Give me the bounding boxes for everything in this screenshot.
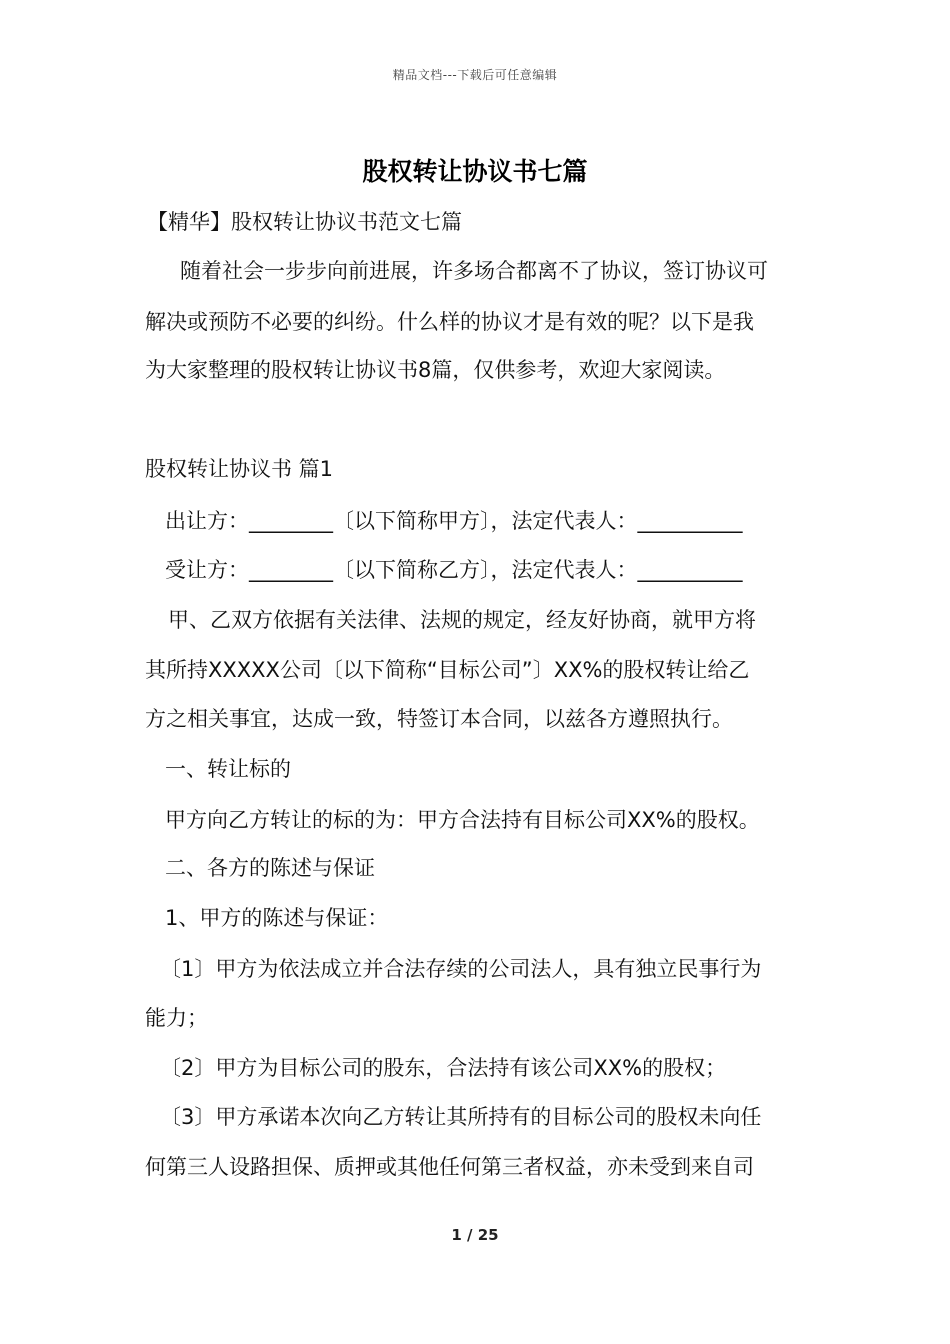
paragraph-line: 为大家整理的股权转让协议书8篇，仅供参考，欢迎大家阅读。 <box>145 358 726 382</box>
paragraph-line: 〔2〕甲方为目标公司的股东，合法持有该公司XX%的股权； <box>160 1056 727 1080</box>
paragraph-line: 〔1〕甲方为依法成立并合法存续的公司法人，具有独立民事行为 <box>160 957 762 981</box>
paragraph-line: 甲、乙双方依据有关法律、法规的规定，经友好协商，就甲方将 <box>168 608 756 632</box>
page-header-note: 精品文档---下载后可任意编辑 <box>392 68 558 82</box>
sub-clause-heading: 1、甲方的陈述与保证： <box>165 906 389 930</box>
paragraph-line: 何第三人设路担保、质押或其他任何第三者权益，亦未受到来自司 <box>145 1155 754 1179</box>
paragraph-line: 其所持XXXXX公司〔以下简称“目标公司”〕XX%的股权转让给乙 <box>145 658 750 682</box>
party-line: 受让方：________〔以下简称乙方〕，法定代表人：__________ <box>165 558 743 582</box>
paragraph-line: 方之相关事宜，达成一致，特签订本合同，以兹各方遵照执行。 <box>145 707 733 731</box>
paragraph-line: 解决或预防不必要的纠纷。什么样的协议才是有效的呢？以下是我 <box>145 310 754 334</box>
clause-heading: 二、各方的陈述与保证 <box>165 856 375 880</box>
clause-heading: 一、转让标的 <box>165 757 291 781</box>
paragraph-line: 能力； <box>145 1006 208 1030</box>
paragraph-line: 甲方向乙方转让的标的为：甲方合法持有目标公司XX%的股权。 <box>165 808 760 832</box>
document-title: 股权转让协议书七篇 <box>362 157 588 186</box>
subtitle-line: 【精华】股权转让协议书范文七篇 <box>147 210 462 234</box>
paragraph-line: 随着社会一步步向前进展，许多场合都离不了协议，签订协议可 <box>180 259 768 283</box>
section-heading: 股权转让协议书 篇1 <box>145 457 334 481</box>
paragraph-line: 〔3〕甲方承诺本次向乙方转让其所持有的目标公司的股权未向任 <box>160 1105 762 1129</box>
page-number: 1 / 25 <box>451 1226 499 1244</box>
party-line: 出让方：________〔以下简称甲方〕，法定代表人：__________ <box>165 509 743 533</box>
